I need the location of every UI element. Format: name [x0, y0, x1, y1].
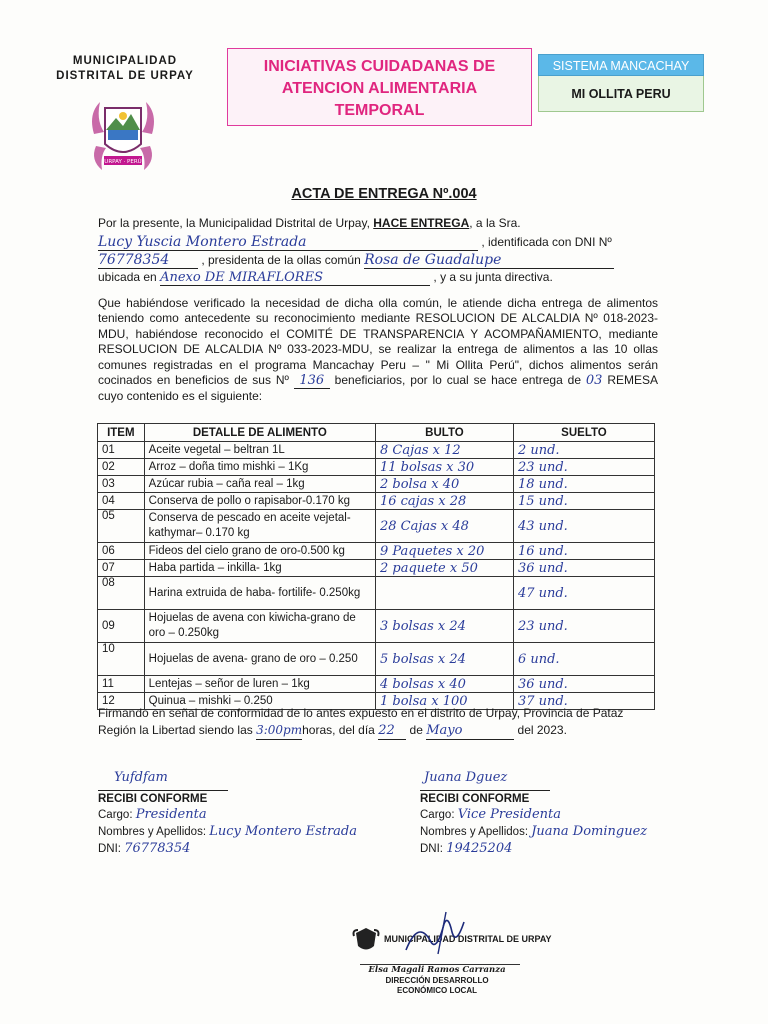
item-bulto: 5 bolsas x 24: [375, 643, 513, 676]
food-items-table: [97, 423, 655, 710]
delivery-time: 3:00pm: [256, 723, 303, 737]
recipient-name: Lucy Yuscia Montero Estrada: [98, 234, 307, 250]
recipient-dni: 76778354: [98, 252, 170, 268]
item-detail: Hojuelas de avena con kiwicha-grano de oro – 0.250kg: [144, 610, 375, 643]
dni-value-left: 76778354: [124, 841, 191, 856]
system-name: MI OLLITA PERU: [538, 76, 704, 112]
item-detail: Conserva de pescado en aceite vejetal-kathymar– 0.170 kg: [144, 510, 375, 543]
item-suelto: 15 und.: [513, 493, 654, 510]
location-label: ubicada en: [98, 270, 157, 284]
name-value-right: Juana Dominguez: [531, 824, 648, 839]
paragraph-text-2: beneficiarios, por lo cual se hace entrega de: [329, 373, 586, 388]
official-signature-mark: [400, 910, 470, 960]
col-item-header: ITEM: [98, 424, 145, 442]
name-row-left: [98, 824, 398, 839]
item-suelto: 37 und.: [513, 693, 654, 710]
item-detail: Conserva de pollo o rapisabor-0.170 kg: [144, 493, 375, 510]
table-row: [98, 543, 655, 560]
item-bulto: 8 Cajas x 12: [375, 442, 513, 459]
item-bulto: 3 bolsas x 24: [375, 610, 513, 643]
cargo-value-left: Presidenta: [135, 807, 207, 822]
item-suelto: 6 und.: [513, 643, 654, 676]
intro-line-2: [98, 234, 612, 251]
program-line-1: INICIATIVAS CUIDADANAS DE: [263, 58, 496, 75]
item-detail: Azúcar rubia – caña real – 1kg: [144, 476, 375, 493]
item-bulto: 28 Cajas x 48: [375, 510, 513, 543]
item-number: 01: [98, 442, 145, 459]
closing-line-1: Firmando en señal de conformidad de lo antes expuesto en el distrito de Urpay, Provincia de Pataz: [98, 706, 624, 720]
program-line-3: TEMPORAL: [334, 102, 425, 119]
cargo-row-right: [420, 807, 720, 822]
signature-scribble-left: Yufdfam: [114, 770, 168, 785]
cargo-label-right: Cargo:: [420, 809, 458, 821]
col-detail-header: DETALLE DE ALIMENTO: [144, 424, 375, 442]
signature-line-left: [98, 770, 228, 791]
stamp-line-4: ECONÓMICO LOCAL: [397, 986, 477, 995]
item-number: 09: [98, 610, 145, 643]
stamp-line-3: DIRECCIÓN DESARROLLO: [385, 976, 489, 985]
closing-paragraph: [98, 705, 658, 740]
beneficiaries-count: 136: [299, 373, 325, 389]
coat-of-arms-icon: [352, 926, 380, 954]
stamp-line-2: Elsa Magali Ramos Carranza: [368, 965, 506, 975]
location-end: , y a su junta directiva.: [433, 270, 553, 284]
item-bulto: 2 paquete x 50: [375, 560, 513, 577]
signature-line-right: [420, 770, 550, 791]
dni-value-right: 19425204: [446, 841, 513, 856]
signature-block-left: [98, 770, 398, 856]
dni-row-right: [420, 841, 720, 856]
intro-text-a: Por la presente, la Municipalidad Distrital de Urpay,: [98, 216, 374, 230]
table-row: [98, 476, 655, 493]
signature-block-right: [420, 770, 720, 856]
recibi-conforme-left: RECIBI CONFORME: [98, 793, 208, 805]
name-row-right: [420, 824, 720, 839]
program-line-2: ATENCION ALIMENTARIA: [281, 80, 478, 97]
table-row: [98, 459, 655, 476]
item-suelto: 47 und.: [513, 577, 654, 610]
table-row: [98, 510, 655, 543]
closing-text-d: del 2023.: [514, 723, 567, 737]
signature-scribble-right: Juana Dguez: [424, 770, 508, 785]
table-row: [98, 676, 655, 693]
item-suelto: 23 und.: [513, 610, 654, 643]
main-paragraph: [98, 296, 658, 405]
item-number: 02: [98, 459, 145, 476]
item-suelto: 16 und.: [513, 543, 654, 560]
item-bulto: 4 bolsas x 40: [375, 676, 513, 693]
dni-label-right: DNI:: [420, 843, 447, 855]
delivery-day: 22: [378, 723, 395, 738]
table-row: [98, 442, 655, 459]
item-detail: Fideos del cielo grano de oro-0.500 kg: [144, 543, 375, 560]
program-title-box: [227, 48, 532, 126]
item-suelto: 23 und.: [513, 459, 654, 476]
cargo-value-right: Vice Presidenta: [457, 807, 561, 822]
municipality-name: [30, 54, 220, 84]
name-label-right: Nombres y Apellidos:: [420, 826, 532, 838]
item-number: 08: [98, 577, 145, 610]
stamp-line-1: MUNICIPALIDAD DISTRITAL DE URPAY: [384, 934, 552, 944]
recibi-conforme-right: RECIBI CONFORME: [420, 793, 530, 805]
item-detail: Lentejas – señor de luren – 1kg: [144, 676, 375, 693]
intro-line-4: [98, 270, 553, 286]
item-suelto: 2 und.: [513, 442, 654, 459]
closing-text-a: Región la Libertad siendo las: [98, 723, 257, 737]
item-number: 07: [98, 560, 145, 577]
municipal-seal-logo: [86, 94, 160, 178]
official-stamp: [330, 910, 552, 1010]
cargo-row-left: [98, 807, 398, 822]
item-bulto: 16 cajas x 28: [375, 493, 513, 510]
table-header-row: [98, 424, 655, 442]
municipality-line-2: DISTRITAL DE URPAY: [56, 70, 194, 82]
system-title: SISTEMA MANCACHAY: [538, 54, 704, 76]
item-number: 11: [98, 676, 145, 693]
item-bulto: 11 bolsas x 30: [375, 459, 513, 476]
municipality-line-1: MUNICIPALIDAD: [72, 55, 178, 67]
paragraph-text-1: Que habiéndose verificado la necesidad de dicha olla común, le atiende dicha entrega de alimentos teniendo como antecedente su reconocimiento mediante RESOLUCION DE ALCALDIA Nº 018-2023-MDU, habiéndose reconocido el COMITÉ DE TRANSPARENCIA Y ACOMPAÑAMIENTO, mediante RESOLUCION DE ALCALDIA Nº 033-2023-MDU, se realizar la entrega de alimentos a las 10 ollas comunes registradas en el programa Mancachay Peru – " Mi Ollita Perú", dichos alimentos serán cocinados en beneficios de sus Nº: [98, 296, 658, 388]
document-title: ACTA DE ENTREGA Nº.004: [291, 186, 477, 202]
intro-line-1: [98, 216, 658, 230]
item-detail: Arroz – doña timo mishki – 1Kg: [144, 459, 375, 476]
delivery-month: Mayo: [426, 723, 463, 738]
item-bulto: [375, 577, 513, 610]
item-number: 04: [98, 493, 145, 510]
paragraph-text-3: REMESA cuyo contenido es el siguiente:: [98, 373, 658, 404]
item-detail: Haba partida – inkilla- 1kg: [144, 560, 375, 577]
item-number: 06: [98, 543, 145, 560]
closing-text-b: horas, del día: [302, 723, 379, 737]
item-bulto: 2 bolsa x 40: [375, 476, 513, 493]
item-suelto: 36 und.: [513, 560, 654, 577]
name-label-left: Nombres y Apellidos:: [98, 826, 210, 838]
item-suelto: 36 und.: [513, 676, 654, 693]
hace-entrega-text: HACE ENTREGA: [373, 216, 470, 230]
col-suelto-header: SUELTO: [513, 424, 654, 442]
item-detail: Quinua – mishki – 0.250: [144, 693, 375, 710]
item-detail: Hojuelas de avena- grano de oro – 0.250: [144, 643, 375, 676]
closing-line-2: [98, 722, 658, 740]
olla-name: Rosa de Guadalupe: [364, 252, 502, 268]
location-value: Anexo DE MIRAFLORES: [160, 270, 323, 285]
dni-label: , identificada con DNI Nº: [481, 235, 612, 249]
col-bulto-header: BULTO: [375, 424, 513, 442]
closing-text-c: de: [406, 723, 427, 737]
dni-label-left: DNI:: [98, 843, 125, 855]
item-bulto: 9 Paquetes x 20: [375, 543, 513, 560]
item-number: 05: [98, 510, 145, 543]
intro-text-c: , a la Sra.: [469, 216, 521, 230]
remesa-number: 03: [585, 373, 603, 389]
table-row: [98, 493, 655, 510]
item-bulto: 1 bolsa x 100: [375, 693, 513, 710]
presidenta-label: , presidenta de la ollas común: [201, 253, 361, 267]
item-detail: Harina extruida de haba- fortilife- 0.250kg: [144, 577, 375, 610]
cargo-label-left: Cargo:: [98, 809, 136, 821]
item-suelto: 18 und.: [513, 476, 654, 493]
table-row: [98, 577, 655, 610]
name-value-left: Lucy Montero Estrada: [209, 824, 358, 839]
item-detail: Aceite vegetal – beltran 1L: [144, 442, 375, 459]
item-suelto: 43 und.: [513, 510, 654, 543]
table-row: [98, 643, 655, 676]
svg-text:URPAY · PERÚ: URPAY · PERÚ: [104, 159, 142, 165]
table-row: [98, 610, 655, 643]
item-number: 10: [98, 643, 145, 676]
item-number: 03: [98, 476, 145, 493]
item-number: 12: [98, 693, 145, 710]
intro-line-3: [98, 252, 614, 269]
dni-row-left: [98, 841, 398, 856]
table-row: [98, 560, 655, 577]
